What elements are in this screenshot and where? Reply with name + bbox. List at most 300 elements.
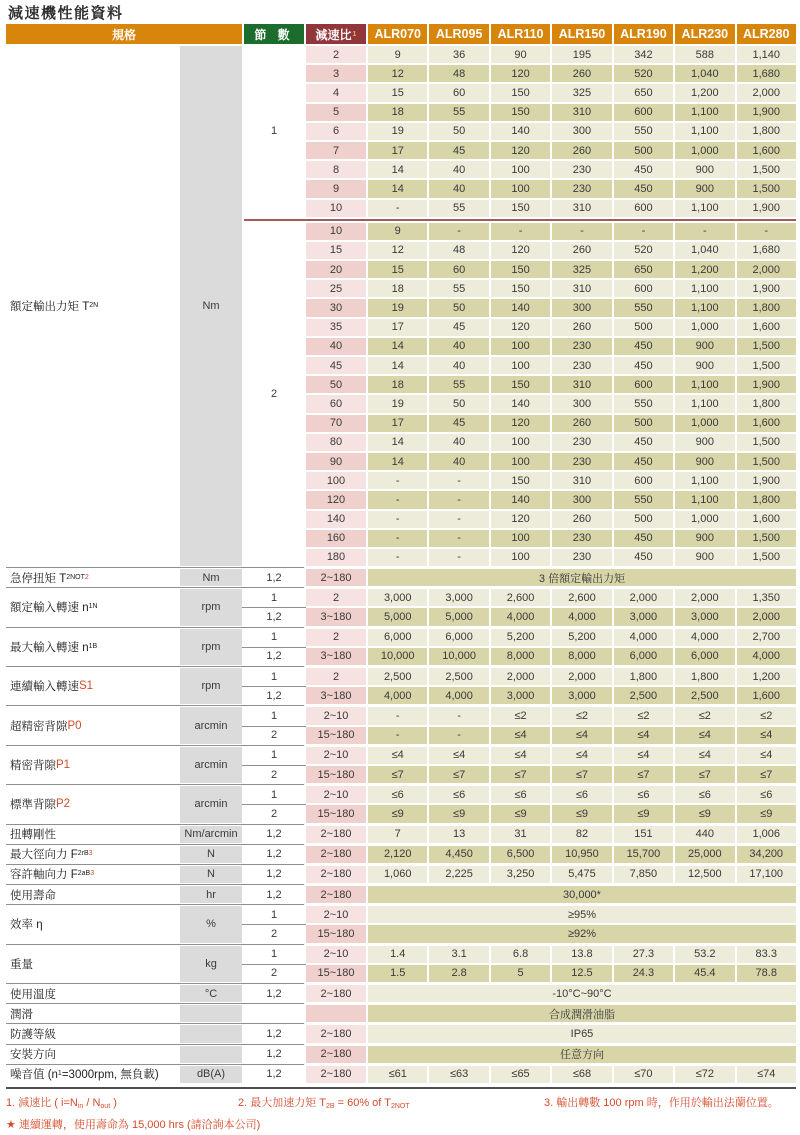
value-cell: 12 xyxy=(368,242,427,259)
value-cell: 450 xyxy=(614,357,673,374)
value-cell: 60 xyxy=(429,261,488,278)
value-cell: 100 xyxy=(491,453,550,470)
value-cell: 1,800 xyxy=(737,395,796,412)
value-cell: 78.8 xyxy=(737,965,796,982)
value-cell: ≤7 xyxy=(737,766,796,783)
value-cell: 24.3 xyxy=(614,965,673,982)
value-cell: 2,000 xyxy=(675,589,734,606)
table-row xyxy=(306,357,796,374)
model-header: ALR095 xyxy=(429,24,488,44)
value-cell: 3,000 xyxy=(675,608,734,625)
value-cell: - xyxy=(368,530,427,547)
ratio-cell: 10 xyxy=(306,223,366,240)
table-row xyxy=(306,453,796,470)
model-header: ALR190 xyxy=(614,24,673,44)
ratio-cell: 2~180 xyxy=(306,985,366,1002)
value-cell: 342 xyxy=(614,46,673,63)
table-row xyxy=(306,46,796,63)
value-cell: 1,800 xyxy=(737,299,796,316)
value-cell: 14 xyxy=(368,357,427,374)
spec-group xyxy=(6,1046,796,1063)
value-cell: 17 xyxy=(368,319,427,336)
spec-group xyxy=(6,668,796,704)
stage-cell: 1 xyxy=(244,707,304,724)
value-cell: 260 xyxy=(552,415,611,432)
unit-cell: arcmin xyxy=(180,707,242,743)
spec-group-rows xyxy=(244,886,796,903)
unit-cell xyxy=(180,1005,242,1022)
spec-group-rows xyxy=(244,707,796,743)
value-cell: 90 xyxy=(491,46,550,63)
stage-cell: 2 xyxy=(244,223,304,566)
stage-cell: 2 xyxy=(244,965,304,982)
value-cell: 550 xyxy=(614,299,673,316)
value-cell: - xyxy=(368,491,427,508)
value-cell: 230 xyxy=(552,549,611,566)
ratio-cell: 20 xyxy=(306,261,366,278)
value-cell: 1,100 xyxy=(675,104,734,121)
stage-cell: 1 xyxy=(244,906,304,923)
value-cell: 45.4 xyxy=(675,965,734,982)
ratio-cell: 2~180 xyxy=(306,1046,366,1063)
stage-cell: 1,2 xyxy=(244,1025,304,1042)
value-cell: 120 xyxy=(491,65,550,82)
value-cell: 1,900 xyxy=(737,104,796,121)
ratio-cell: 40 xyxy=(306,338,366,355)
ratio-cell: 3~180 xyxy=(306,648,366,665)
value-cell: - xyxy=(429,727,488,744)
spec-group-rows xyxy=(244,826,796,843)
torque-band xyxy=(6,46,796,566)
value-cell: 50 xyxy=(429,299,488,316)
value-cell: 100 xyxy=(491,357,550,374)
value-cell: 1,350 xyxy=(737,589,796,606)
value-cell: 40 xyxy=(429,357,488,374)
unit-cell: °C xyxy=(180,985,242,1002)
value-cell: 2,600 xyxy=(552,589,611,606)
value-cell: 55 xyxy=(429,104,488,121)
value-cell: 500 xyxy=(614,319,673,336)
spec-group xyxy=(6,589,796,625)
value-cell: 60 xyxy=(429,84,488,101)
spec-group-rows xyxy=(244,846,796,863)
value-cell: 500 xyxy=(614,142,673,159)
spec-group xyxy=(6,886,796,903)
table-row xyxy=(244,687,796,704)
model-header: ALR070 xyxy=(368,24,427,44)
value-cell: 2,500 xyxy=(368,668,427,685)
ratio-cell: 2~10 xyxy=(306,906,366,923)
spec-group xyxy=(6,826,796,843)
spec-row-label: 精密背隙 P1 xyxy=(6,747,178,783)
table-row xyxy=(244,648,796,665)
value-cell: 1,000 xyxy=(675,415,734,432)
value-cell: 45 xyxy=(429,319,488,336)
value-cell: 1,500 xyxy=(737,530,796,547)
value-cell: 120 xyxy=(491,242,550,259)
ratio-cell: 160 xyxy=(306,530,366,547)
value-cell: 1,040 xyxy=(675,65,734,82)
value-cell: 1,500 xyxy=(737,180,796,197)
unit-cell: rpm xyxy=(180,629,242,665)
value-cell: 2,700 xyxy=(737,629,796,646)
table-row xyxy=(244,965,796,982)
ratio-cell: 2~180 xyxy=(306,569,366,586)
table-row xyxy=(306,319,796,336)
table-row xyxy=(244,925,796,942)
value-cell: ≤4 xyxy=(491,747,550,764)
value-cell: 550 xyxy=(614,395,673,412)
subscript: out xyxy=(100,1102,111,1110)
value-cell: 1,600 xyxy=(737,319,796,336)
value-cell: - xyxy=(368,472,427,489)
value-cell: ≤4 xyxy=(491,727,550,744)
value-cell: 9 xyxy=(368,223,427,240)
table-row xyxy=(306,123,796,140)
value-cell: 230 xyxy=(552,338,611,355)
torque-rows xyxy=(306,223,796,566)
value-cell: 6,500 xyxy=(491,846,550,863)
span-cell: 3 倍額定輸出力矩 xyxy=(368,569,796,586)
value-cell: ≤9 xyxy=(491,805,550,822)
value-cell: 7 xyxy=(368,826,427,843)
spec-group-rows xyxy=(244,1005,796,1022)
table-row xyxy=(306,511,796,528)
span-cell: -10°C~90°C xyxy=(368,985,796,1002)
ratio-header xyxy=(306,24,366,44)
ratio-cell: 6 xyxy=(306,123,366,140)
stage-cell: 1,2 xyxy=(244,1066,304,1083)
value-cell: 500 xyxy=(614,415,673,432)
value-cell: 900 xyxy=(675,357,734,374)
spec-group-rows xyxy=(244,747,796,783)
value-cell: ≤9 xyxy=(368,805,427,822)
value-cell: ≤7 xyxy=(491,766,550,783)
value-cell: ≤2 xyxy=(491,707,550,724)
table-row xyxy=(244,846,796,863)
unit-cell: % xyxy=(180,906,242,942)
value-cell: 900 xyxy=(675,530,734,547)
spec-group-rows xyxy=(244,866,796,883)
ratio-cell: 2~10 xyxy=(306,747,366,764)
ratio-cell: 2~180 xyxy=(306,866,366,883)
value-cell: 1,600 xyxy=(737,511,796,528)
value-cell: 7,850 xyxy=(614,866,673,883)
spec-group xyxy=(6,707,796,743)
value-cell: 1,100 xyxy=(675,491,734,508)
model-header: ALR280 xyxy=(737,24,796,44)
value-cell: 100 xyxy=(491,180,550,197)
value-cell: 19 xyxy=(368,299,427,316)
value-cell: 13.8 xyxy=(552,946,611,963)
value-cell: - xyxy=(429,511,488,528)
spec-group xyxy=(6,747,796,783)
value-cell: 1,200 xyxy=(737,668,796,685)
table-row xyxy=(306,84,796,101)
table-row xyxy=(244,866,796,883)
stage-cell: 1,2 xyxy=(244,846,304,863)
ratio-cell: 30 xyxy=(306,299,366,316)
ratio-cell: 45 xyxy=(306,357,366,374)
value-cell: 6,000 xyxy=(614,648,673,665)
value-cell: ≤7 xyxy=(429,766,488,783)
value-cell: 1,100 xyxy=(675,395,734,412)
ratio-cell: 15~180 xyxy=(306,805,366,822)
table-row xyxy=(244,1046,796,1063)
value-cell: 150 xyxy=(491,280,550,297)
value-cell: 600 xyxy=(614,376,673,393)
table-row xyxy=(306,530,796,547)
value-cell: 34,200 xyxy=(737,846,796,863)
value-cell: 1,200 xyxy=(675,261,734,278)
stage-cell: 1,2 xyxy=(244,608,304,625)
unit-cell: Nm/arcmin xyxy=(180,826,242,843)
spec-row-label: 使用壽命 xyxy=(6,886,178,903)
unit-cell: hr xyxy=(180,886,242,903)
spec-group-rows xyxy=(244,906,796,942)
value-cell: 2,000 xyxy=(737,261,796,278)
ratio-cell: 120 xyxy=(306,491,366,508)
table-row xyxy=(244,629,796,646)
value-cell: 150 xyxy=(491,376,550,393)
value-cell: 4,000 xyxy=(552,608,611,625)
ratio-cell: 2 xyxy=(306,629,366,646)
value-cell: 230 xyxy=(552,180,611,197)
value-cell: 450 xyxy=(614,161,673,178)
value-cell: 900 xyxy=(675,434,734,451)
ratio-cell: 35 xyxy=(306,319,366,336)
value-cell: ≤9 xyxy=(675,805,734,822)
value-cell: 1,200 xyxy=(675,84,734,101)
value-cell: 150 xyxy=(491,84,550,101)
unit-cell: arcmin xyxy=(180,786,242,822)
value-cell: 260 xyxy=(552,142,611,159)
value-cell: 650 xyxy=(614,84,673,101)
value-cell: 1,800 xyxy=(737,123,796,140)
accent-label: S1 xyxy=(79,680,94,693)
spec-group xyxy=(6,985,796,1002)
spec-row-label: 安裝方向 xyxy=(6,1046,178,1063)
value-cell: 2,500 xyxy=(429,668,488,685)
ratio-cell: 2 xyxy=(306,46,366,63)
subscript: 2NOT xyxy=(390,1102,410,1110)
value-cell: 450 xyxy=(614,338,673,355)
unit-cell: dB(A) xyxy=(180,1066,242,1083)
value-cell: 4,000 xyxy=(429,687,488,704)
ratio-cell: 3~180 xyxy=(306,608,366,625)
value-cell: 100 xyxy=(491,161,550,178)
ratio-cell: 2~10 xyxy=(306,707,366,724)
table-bottom-rule xyxy=(6,1087,796,1089)
ratio-cell: 7 xyxy=(306,142,366,159)
torque-rows xyxy=(306,46,796,217)
value-cell: ≤6 xyxy=(675,786,734,803)
value-cell: 2,000 xyxy=(737,84,796,101)
ratio-footnote-mark: 1 xyxy=(352,30,357,38)
ratio-cell: 80 xyxy=(306,434,366,451)
ratio-cell: 2~180 xyxy=(306,1066,366,1083)
value-cell: 12 xyxy=(368,65,427,82)
value-cell: 3,000 xyxy=(429,589,488,606)
value-cell: 1,680 xyxy=(737,242,796,259)
spec-group-rows xyxy=(244,1046,796,1063)
ratio-cell: 5 xyxy=(306,104,366,121)
table-row xyxy=(306,338,796,355)
value-cell: 1,500 xyxy=(737,338,796,355)
value-cell: - xyxy=(429,549,488,566)
ratio-header-label: 減速比 xyxy=(315,27,352,42)
table-row xyxy=(306,376,796,393)
value-cell: 6.8 xyxy=(491,946,550,963)
stage-cell: 1 xyxy=(244,946,304,963)
table-row xyxy=(306,104,796,121)
value-cell: 2,000 xyxy=(552,668,611,685)
table-row xyxy=(244,707,796,724)
value-cell: 40 xyxy=(429,338,488,355)
value-cell: ≤4 xyxy=(552,727,611,744)
value-cell: 900 xyxy=(675,180,734,197)
table-row xyxy=(306,65,796,82)
table-header-row xyxy=(6,24,796,44)
table-row xyxy=(306,549,796,566)
spec-row-label: 容許軸向力 F 2aB 3 xyxy=(6,866,178,883)
ratio-cell: 15~180 xyxy=(306,766,366,783)
value-cell: 48 xyxy=(429,65,488,82)
value-cell: 1,800 xyxy=(675,668,734,685)
footnote-1: 1. 減速比 ( $i=N_{in} / N_{out}$ ) xyxy=(6,1096,117,1110)
spec-group-rows xyxy=(244,985,796,1002)
spec-row-label: 急停扭矩 T 2NOT 2 xyxy=(6,569,178,586)
unit-cell: arcmin xyxy=(180,747,242,783)
value-cell: ≤6 xyxy=(737,786,796,803)
table-row xyxy=(244,1005,796,1022)
value-cell: 6,000 xyxy=(675,648,734,665)
value-cell: 1,900 xyxy=(737,200,796,217)
value-cell: 2,000 xyxy=(737,608,796,625)
unit-cell xyxy=(180,1046,242,1063)
spec-row-label: 最大輸入轉速 n 1B xyxy=(6,629,178,665)
value-cell: 588 xyxy=(675,46,734,63)
table-row xyxy=(244,747,796,764)
spec-group xyxy=(6,1066,796,1083)
value-cell: - xyxy=(552,223,611,240)
table-row xyxy=(306,223,796,240)
value-cell: 25,000 xyxy=(675,846,734,863)
value-cell: 1,680 xyxy=(737,65,796,82)
value-cell: 40 xyxy=(429,161,488,178)
value-cell: 83.3 xyxy=(737,946,796,963)
ratio-cell: 2~180 xyxy=(306,846,366,863)
ratio-cell: 2~10 xyxy=(306,786,366,803)
value-cell: 1,100 xyxy=(675,472,734,489)
value-cell: 1.5 xyxy=(368,965,427,982)
value-cell: 15 xyxy=(368,261,427,278)
subscript: in xyxy=(77,1102,84,1110)
value-cell: ≤4 xyxy=(552,747,611,764)
value-cell: 40 xyxy=(429,434,488,451)
value-cell: 1,600 xyxy=(737,142,796,159)
value-cell: 14 xyxy=(368,338,427,355)
value-cell: 1,100 xyxy=(675,200,734,217)
value-cell: 18 xyxy=(368,280,427,297)
spec-group xyxy=(6,1005,796,1022)
value-cell: - xyxy=(368,707,427,724)
ratio-cell: 10 xyxy=(306,200,366,217)
value-cell: 120 xyxy=(491,319,550,336)
value-cell: 1,100 xyxy=(675,299,734,316)
value-cell: 10,950 xyxy=(552,846,611,863)
value-cell: 450 xyxy=(614,549,673,566)
spec-row-label: 防護等級 xyxy=(6,1025,178,1042)
value-cell: - xyxy=(675,223,734,240)
value-cell: 1,000 xyxy=(675,511,734,528)
table-row xyxy=(244,589,796,606)
ratio-cell: 9 xyxy=(306,180,366,197)
value-cell: 50 xyxy=(429,395,488,412)
value-cell: 310 xyxy=(552,472,611,489)
span-cell: ≥95% xyxy=(368,906,796,923)
value-cell: 5,200 xyxy=(491,629,550,646)
value-cell: 2.8 xyxy=(429,965,488,982)
stage-cell: 1,2 xyxy=(244,569,304,586)
stage-cell: 1,2 xyxy=(244,826,304,843)
table-row xyxy=(306,280,796,297)
value-cell: 48 xyxy=(429,242,488,259)
value-cell: 300 xyxy=(552,491,611,508)
value-cell: 230 xyxy=(552,434,611,451)
value-cell: ≤2 xyxy=(552,707,611,724)
footnote-3: 3. 輸出轉數 100 rpm 時，作用於輸出法蘭位置。 xyxy=(544,1096,779,1109)
spec-group xyxy=(6,906,796,942)
accent-label: P2 xyxy=(56,798,71,811)
value-cell: 140 xyxy=(491,123,550,140)
value-cell: ≤4 xyxy=(737,747,796,764)
unit-cell: rpm xyxy=(180,589,242,625)
value-cell: 1,500 xyxy=(737,453,796,470)
value-cell: - xyxy=(491,223,550,240)
value-cell: 10,000 xyxy=(368,648,427,665)
value-cell: 1,900 xyxy=(737,472,796,489)
value-cell: 5,475 xyxy=(552,866,611,883)
value-cell: 2,500 xyxy=(675,687,734,704)
stage-cell: 2 xyxy=(244,925,304,942)
value-cell: 900 xyxy=(675,161,734,178)
value-cell: 17 xyxy=(368,142,427,159)
value-cell: ≤9 xyxy=(614,805,673,822)
spec-groups xyxy=(6,569,796,1086)
value-cell: 260 xyxy=(552,511,611,528)
value-cell: 1,100 xyxy=(675,123,734,140)
value-cell: 40 xyxy=(429,453,488,470)
value-cell: ≤7 xyxy=(368,766,427,783)
value-cell: 9 xyxy=(368,46,427,63)
value-cell: 1,800 xyxy=(737,491,796,508)
table-row xyxy=(244,786,796,803)
value-cell: 45 xyxy=(429,415,488,432)
table-row xyxy=(244,906,796,923)
value-cell: 195 xyxy=(552,46,611,63)
span-cell: ≥92% xyxy=(368,925,796,942)
value-cell: ≤4 xyxy=(614,727,673,744)
value-cell: - xyxy=(368,511,427,528)
spec-group-rows xyxy=(244,668,796,704)
value-cell: 31 xyxy=(491,826,550,843)
stage-cell: 1,2 xyxy=(244,1046,304,1063)
value-cell: ≤61 xyxy=(368,1066,427,1083)
value-cell: 450 xyxy=(614,453,673,470)
value-cell: - xyxy=(368,727,427,744)
torque-data-area xyxy=(244,46,796,566)
